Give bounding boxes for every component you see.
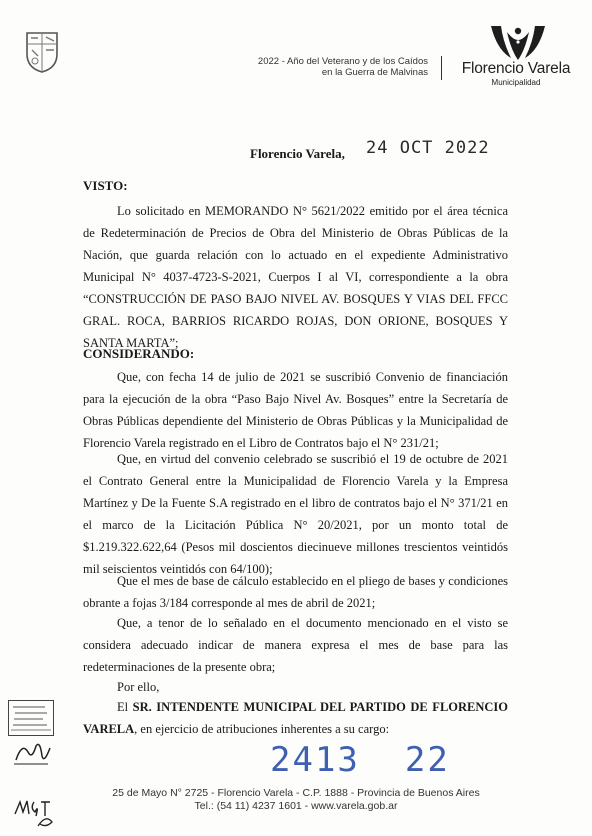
intendente-title: SR. INTENDENTE MUNICIPAL DEL PARTIDO DE FLORENCIO VARELA [83, 700, 509, 736]
visto-text: Lo solicitado en MEMORANDO N° 5621/2022 emitido por el área técnica de Redeterminación de Precios de Obra del Ministerio de Obras Públicas de la Nación, que guarda relación con lo actuado en el expediente Administrativo Municipal N° 4037-4723-S-2021, Cuerpos I al VI, correspondiente a la obra “CONSTRUCCIÓN DE PASO BAJO NIVEL AV. BOSQUES Y VIAS DEL FFCC GRAL. ROCA, BARRIOS RICARDO ROJAS, DON ORIONE, BOSQUES Y SANTA MARTA”; [83, 204, 508, 350]
motto-line-1: 2022 - Año del Veterano y de los Caídos [257, 56, 428, 67]
considerando-paragraph-4 [83, 612, 508, 678]
resolution-year: 22 [404, 740, 450, 780]
florencio-varela-logo-icon [487, 22, 549, 62]
header-divider [441, 56, 442, 80]
place-label: Florencio Varela, [250, 146, 345, 161]
considerando-text-4: Que, a tenor de lo señalado en el documento mencionado en el visto se considera adecuado indicar de manera expresa el mes de base para las redeterminaciones de la presente obra; [83, 616, 508, 674]
considerando-paragraph-5 [83, 676, 508, 698]
intendente-rest: , en ejercicio de atribuciones inherentes a su cargo: [134, 722, 390, 736]
considerando-heading: CONSIDERANDO: [83, 346, 195, 361]
date-stamp: 24 OCT 2022 [366, 138, 490, 158]
header-motto [238, 56, 428, 78]
handwritten-signature-1 [12, 738, 52, 768]
considerando-text-1: Que, con fecha 14 de julio de 2021 se suscribió Convenio de financiación para la ejecución de la obra “Paso Bajo Nivel Av. Bosques” entre la Secretaría de Obras Públicas dependiente del Ministerio de Obras Públicas y la Municipalidad de Florencio Varela registrado en el Libro de Contratos bajo el N° 231/21; [83, 370, 508, 450]
visto-heading: VISTO: [83, 178, 128, 193]
visto-paragraph [83, 200, 508, 354]
intendente-paragraph [83, 696, 508, 740]
side-initial-stamp [8, 700, 54, 736]
motto-line-2: en la Guerra de Malvinas [321, 67, 428, 78]
considerando-paragraph-2 [83, 448, 508, 580]
resolution-number-stamp [270, 740, 450, 780]
considerando-text-3: Que el mes de base de cálculo establecido en el pliego de bases y condiciones obrante a fojas 3/184 corresponde al mes de abril de 2021; [83, 574, 508, 610]
coat-of-arms-icon [24, 30, 60, 74]
considerando-text-2: Que, en virtud del convenio celebrado se suscribió el 19 de octubre de 2021 el Contrato General entre la Municipalidad de Florencio Varela y la Empresa Martínez y De la Fuente S.A registrado en el libro de contratos bajo el N° 371/21 en el marco de la Licitación Pública N° 20/2021, por un monto total de $1.219.322.622,64 (Pesos mil doscientos diecinueve millones trescientos veintidós mil seiscientos veintidós con 64/100); [83, 452, 508, 576]
considerando-paragraph-1 [83, 366, 508, 454]
por-ello-text: Por ello, [117, 680, 160, 694]
logo-name: Florencio Varela [461, 60, 571, 77]
handwritten-signature-2 [12, 796, 56, 830]
considerando-paragraph-3 [83, 570, 508, 614]
footer-contact: Tel.: (54 11) 4237 1601 - www.varela.gob.ar [194, 800, 398, 812]
resolution-number: 2413 [270, 740, 360, 780]
footer-address: 25 de Mayo N° 2725 - Florencio Varela - C.P. 1888 - Provincia de Buenos Aires [112, 787, 480, 799]
logo-subtitle: Municipalidad [491, 78, 541, 87]
intendente-lead: El [117, 700, 129, 714]
